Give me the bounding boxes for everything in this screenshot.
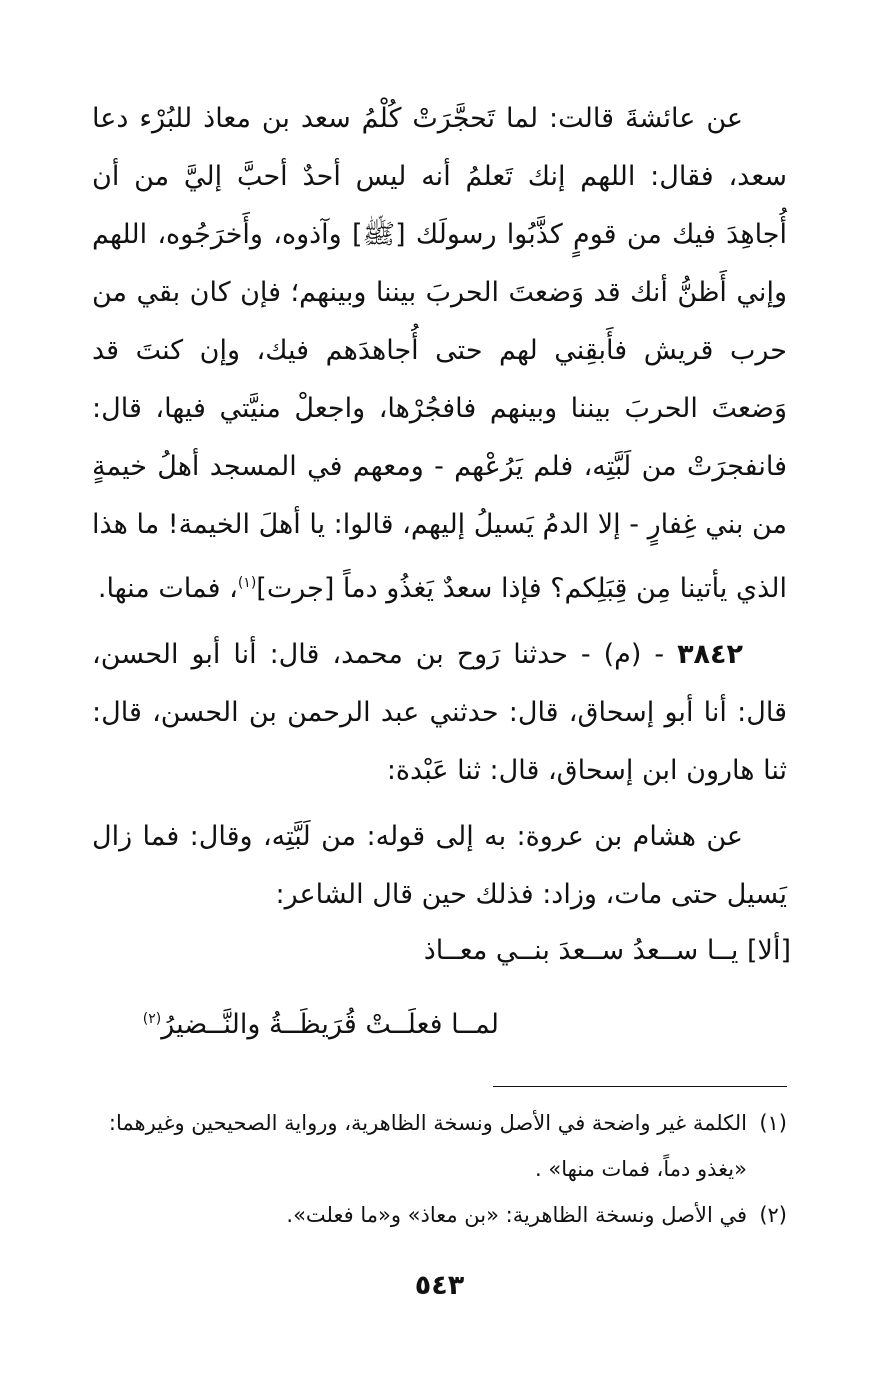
footnote-ref-2: (٢): [142, 1011, 162, 1027]
footnote-1-continued: «يغذو دماً، فمات منها» .: [535, 1157, 747, 1181]
hadith-number: ٣٨٤٢: [677, 639, 743, 670]
footnote-number: (٢): [759, 1203, 787, 1227]
isnad-text: - (م) - حدثنا رَوح بن محمد، قال: أنا أبو الحسن، قال: أنا أبو إسحاق، قال: حدثني عبد الرحمن بن الحسن، قال: ثنا هارون ابن إسحاق، قال: ثنا عَبْدة:: [92, 639, 787, 786]
verse-line-2: [143, 990, 499, 1054]
verse-line-1: [ألا] يــا ســعدُ ســعدَ بنــي معــاذ: [423, 935, 791, 966]
footnotes: [92, 1100, 787, 1238]
footnote-divider: [493, 1086, 787, 1087]
paragraph-text: عن هشام بن عروة: به إلى قوله: من لَبَّتِه، وقال: فما زال يَسيل حتى مات، وزاد: فذلك حين قال الشاعر:: [92, 821, 787, 910]
footnote-1: [92, 1100, 787, 1146]
page-number: ٥٤٣: [414, 1270, 465, 1301]
footnote-text: الكلمة غير واضحة في الأصل ونسخة الظاهرية، ورواية الصحيحين وغيرهما:: [108, 1111, 747, 1135]
hadith-paragraph-aisha: [92, 90, 787, 618]
verse-text: لمــا فعلَــتْ قُرَيظَــةُ والنَّــضيرُ: [161, 1009, 499, 1040]
footnote-number: (١): [759, 1111, 787, 1135]
paragraph-text: عن عائشةَ قالت: لما تَحجَّرَتْ كُلْمُ سعد بن معاذ للبُرْء دعا سعد، فقال: اللهم إنك تَعلمُ أنه ليس أحدٌ أحبَّ إليَّ من أن أُجاهِدَ فيك من قومٍ كذَّبُوا رسولَك [ﷺ] وآذوه، وأَخرَجُوه، اللهم وإني أَظنُّ أنك قد وَضعتَ الحربَ بيننا وبينهم؛ فإن كان بقي من حرب قريش فأَبقِني لهم حتى أُجاهدَهم فيك، وإن كنتَ قد وَضعتَ الحربَ بيننا وبينهم فافجُرْها، واجعلْ منيَّتي فيها، قال: فانفجرَتْ من لَبَّتِه، فلم يَرُعْهم - ومعهم في المسجد أهلُ خيمةٍ من بني غِفارٍ - إلا الدمُ يَسيلُ إليهم، قالوا: يا أهلَ الخيمة! ما هذا الذي يأتينا مِن قِبَلِكم؟ فإذا سعدٌ يَغذُو دماً [جرت]: [92, 103, 787, 604]
footnote-text: في الأصل ونسخة الظاهرية: «بن معاذ» و«ما فعلت».: [286, 1203, 747, 1227]
paragraph-end: ، فمات منها.: [97, 573, 238, 604]
hadith-paragraph-hisham: [92, 808, 787, 924]
footnote-ref-1: (١): [237, 575, 257, 591]
hadith-paragraph-3842: [92, 626, 787, 800]
footnote-2: [92, 1192, 787, 1238]
main-text: [92, 90, 787, 924]
